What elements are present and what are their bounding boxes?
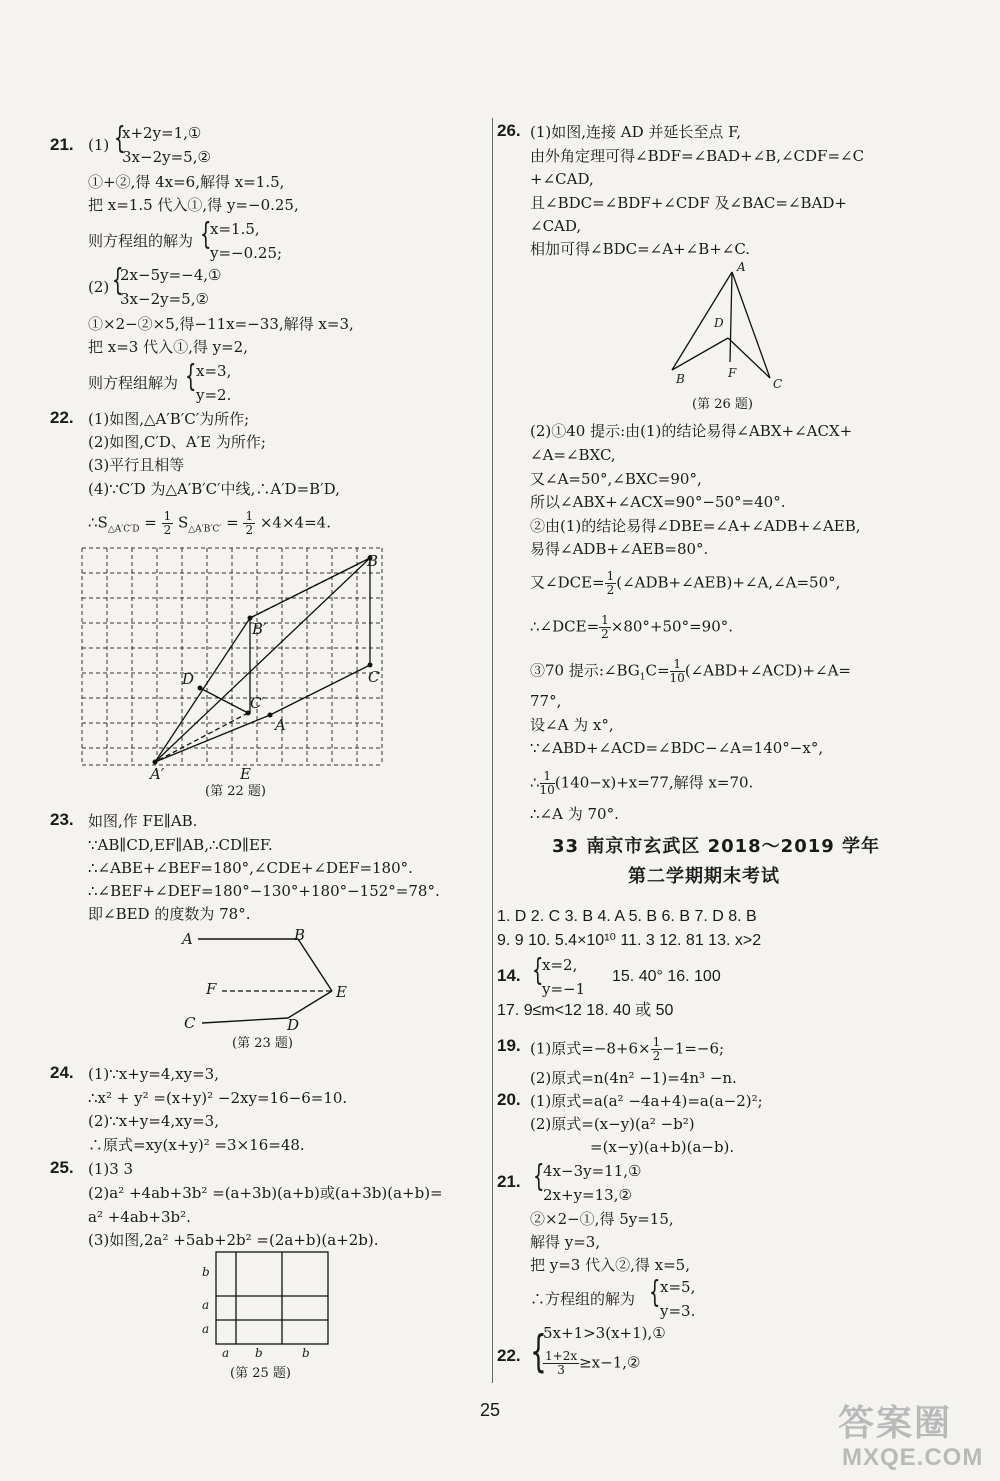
figure-25-rectangle	[200, 1250, 340, 1350]
solution-line: (2)∵x+y=4,xy=3,	[88, 1112, 219, 1130]
solution-line: 把 x=1.5 代入①,得 y=−0.25,	[88, 196, 299, 214]
question-number: 24.	[50, 1063, 74, 1082]
fraction: $\frac{1}{2}$	[652, 1035, 661, 1063]
dimension-label: a	[222, 1346, 230, 1360]
equation: x=5,	[660, 1278, 696, 1296]
dimension-label: a	[202, 1322, 210, 1336]
part-label: (1)	[88, 136, 110, 154]
solution-line: ①×2−②×5,得−11x=−33,解得 x=3,	[88, 315, 354, 333]
dimension-label: b	[202, 1265, 210, 1279]
solution-line: ∴∠BEF+∠DEF=180°−130°+180°−152°=78°.	[88, 882, 440, 900]
equation: 4x−3y=11,①	[543, 1162, 642, 1180]
equation: x+2y=1,①	[122, 124, 202, 142]
fraction: $\frac{1}{10}$	[669, 657, 685, 685]
dimension-label: b	[255, 1346, 263, 1360]
figure-caption: (第 22 题)	[205, 784, 266, 799]
question-number: 19.	[497, 1036, 521, 1055]
solution-line: (1)∵x+y=4,xy=3,	[88, 1065, 219, 1083]
solution-line: (2)a² +4ab+3b² =(a+3b)(a+b)或(a+3b)(a+b)=	[88, 1184, 443, 1202]
equation: y=−1	[542, 980, 586, 998]
equation: x=1.5,	[210, 220, 260, 238]
solution-line: (3)如图,2a² +5ab+2b² =(2a+b)(a+2b).	[88, 1231, 379, 1249]
dimension-label: b	[302, 1346, 310, 1360]
point-label: D	[714, 316, 724, 330]
solution-line: 解得 y=3,	[530, 1233, 601, 1251]
solution-line: (1)原式=−8+6× $\frac{1}{2}$ −1=−6;	[530, 1035, 725, 1063]
question-number: 22.	[497, 1346, 521, 1365]
point-label: B′	[252, 620, 267, 638]
solution-line: ∠CAD,	[530, 217, 582, 235]
system-brace: {	[114, 121, 126, 156]
question-number: 25.	[50, 1158, 74, 1177]
solution-line: +∠CAD,	[530, 170, 594, 188]
question-number: 26.	[497, 121, 521, 140]
figure-caption: (第 23 题)	[232, 1036, 293, 1051]
column-divider	[492, 118, 493, 1383]
solution-line: 又∠A=50°,∠BXC=90°,	[530, 470, 702, 488]
solution-line: (4)∵C′D 为△A′B′C′中线,∴A′D=B′D,	[88, 480, 340, 498]
system-brace: {	[532, 953, 544, 988]
question-number: 22.	[50, 408, 74, 427]
solution-line: 即∠BED 的度数为 78°.	[88, 905, 251, 923]
solution-line: 把 x=3 代入①,得 y=2,	[88, 338, 248, 356]
point-label: C′	[250, 694, 265, 712]
solution-line: (1)3 3	[88, 1160, 134, 1178]
solution-line: (2)原式=(x−y)(a² −b²)	[530, 1115, 695, 1133]
solution-line: 所以∠ABX+∠ACX=90°−50°=40°.	[530, 493, 786, 511]
solution-line: (2)①40 提示:由(1)的结论易得∠ABX+∠ACX+	[530, 422, 853, 440]
solution-line: 又∠DCE= $\frac{1}{2}$ (∠ADB+∠AEB)+∠A,∠A=50°,	[530, 569, 841, 597]
area-formula: $\therefore S_{\triangle A'C'D}$ = $\frac{1}{2}$ $S_{\triangle A'B'C'}$ = $\frac{1}{2}$ ×4×4=4.	[88, 509, 331, 537]
system-brace: {	[200, 217, 212, 252]
equation: y=2.	[196, 386, 232, 404]
point-label: C	[184, 1014, 196, 1032]
system-brace: {	[112, 263, 124, 298]
dimension-label: a	[202, 1298, 210, 1312]
solution-line: 则方程组的解为	[88, 232, 194, 250]
equation: 2x−5y=−4,①	[120, 266, 222, 284]
solution-line: 设∠A 为 x°,	[530, 716, 614, 734]
solution-line: ①+②,得 4x=6,解得 x=1.5,	[88, 173, 285, 191]
solution-line: 如图,作 FE∥AB.	[88, 812, 198, 830]
equation: 5x+1>3(x+1),①	[543, 1324, 666, 1342]
solution-line: (2)如图,C′D、A′E 为所作;	[88, 433, 266, 451]
solution-line: ∴∠A 为 70°.	[530, 805, 619, 823]
solution-line: a² +4ab+3b².	[88, 1208, 191, 1226]
question-number: 23.	[50, 810, 74, 829]
question-number: 21.	[50, 135, 74, 154]
section-heading: 第二学期期末考试	[628, 866, 780, 887]
equation: x=3,	[196, 362, 232, 380]
solution-line: 则方程组解为	[88, 374, 179, 392]
solution-line: (3)平行且相等	[88, 456, 185, 474]
solution-line: (1)如图,连接 AD 并延长至点 F,	[530, 123, 742, 141]
question-number: 21.	[497, 1172, 521, 1191]
solution-line: 把 y=3 代入②,得 x=5,	[530, 1256, 690, 1274]
point-label: A	[182, 930, 193, 948]
question-number: 14.	[497, 966, 521, 985]
solution-line: (1)原式=a(a² −4a+4)=a(a−2)²;	[530, 1092, 763, 1110]
solution-line: ∵∠ABD+∠ACD=∠BDC−∠A=140°−x°,	[530, 739, 824, 757]
fraction: $\frac{1}{2}$	[163, 509, 172, 537]
point-label: E	[240, 765, 251, 783]
answer-row: 17. 9≤m<12 18. 40 或 50	[497, 1002, 674, 1019]
figure-caption: (第 25 题)	[230, 1366, 291, 1381]
fraction: $\frac{1}{2}$	[601, 613, 609, 641]
grid-figure-22	[70, 540, 410, 800]
watermark-url-text: MXQE.COM	[842, 1444, 984, 1471]
fraction: $\frac{1}{2}$	[245, 509, 254, 537]
equation: y=−0.25;	[210, 244, 283, 262]
section-heading: 33 南京市玄武区 2018～2019 学年	[552, 836, 881, 857]
solution-line: ③70 提示$:\angle BG_1C=$ $\frac{1}{10}$ (∠ABD+∠ACD)+∠A=	[530, 657, 851, 685]
solution-line: ∵AB∥CD,EF∥AB,∴CD∥EF.	[88, 836, 273, 854]
equation: 3x−2y=5,②	[122, 148, 211, 166]
solution-line: ②×2−①,得 5y=15,	[530, 1210, 674, 1228]
solution-line: 且∠BDC=∠BDF+∠CDF 及∠BAC=∠BAD+	[530, 194, 847, 212]
solution-line: ∴ $\frac{1}{10}$ (140−x)+x=77,解得 x=70.	[530, 769, 754, 797]
point-label: D	[182, 670, 195, 688]
solution-line: =(x−y)(a+b)(a−b).	[590, 1138, 735, 1156]
solution-line: 易得∠ADB+∠AEB=80°.	[530, 540, 709, 558]
system-brace: {	[649, 1275, 661, 1310]
point-label: F	[206, 980, 217, 998]
solution-line: ∴∠ABE+∠BEF=180°,∠CDE+∠DEF=180°.	[88, 859, 413, 877]
point-label: B	[294, 926, 306, 944]
equation: 3x−2y=5,②	[120, 290, 209, 308]
part-label: (2)	[88, 278, 110, 296]
watermark-logo-text: 答案圈	[838, 1402, 953, 1443]
equation: y=3.	[660, 1302, 696, 1320]
point-label: C	[368, 668, 380, 686]
solution-line: 相加可得∠BDC=∠A+∠B+∠C.	[530, 240, 751, 258]
answer-row: 1. D 2. C 3. B 4. A 5. B 6. B 7. D 8. B	[497, 908, 757, 925]
solution-line: (1)如图,△A′B′C′为所作;	[88, 410, 250, 428]
solution-line: ∠A=∠BXC,	[530, 446, 616, 464]
equation: $\frac{1+2x}{3}$ ≥x−1,②	[545, 1349, 641, 1377]
point-label: A	[275, 716, 286, 734]
solution-line: ∴x² + y² =(x+y)² −2xy=16−6=10.	[88, 1089, 348, 1107]
solution-line: (2)原式=n(4n² −1)=4n³ −n.	[530, 1069, 737, 1087]
point-label: B	[367, 552, 379, 570]
point-label: A′	[150, 765, 165, 783]
page-number: 25	[480, 1400, 501, 1420]
equation: 2x+y=13,②	[543, 1186, 632, 1204]
point-label: F	[728, 366, 737, 380]
solution-line: 由外角定理可得∠BDF=∠BAD+∠B,∠CDF=∠C	[530, 147, 865, 165]
equation: x=2,	[542, 956, 578, 974]
system-brace: {	[185, 359, 197, 394]
solution-line: ∴∠DCE= $\frac{1}{2}$ ×80°+50°=90°.	[530, 613, 734, 641]
solution-line: ②由(1)的结论易得∠DBE=∠A+∠ADB+∠AEB,	[530, 517, 861, 535]
solution-line: ∴方程组的解为	[530, 1290, 636, 1308]
solution-line: ∴原式=xy(x+y)² =3×16=48.	[88, 1136, 305, 1154]
point-label: E	[336, 983, 347, 1001]
figure-caption: (第 26 题)	[692, 397, 753, 412]
answer-row: 9. 9 10. 5.4×10¹⁰ 11. 3 12. 81 13. x>2	[497, 932, 762, 949]
point-label: B	[676, 372, 685, 386]
solution-line: 77°,	[530, 692, 562, 710]
point-label: A	[737, 260, 746, 274]
answer-row: 15. 40° 16. 100	[612, 968, 721, 985]
point-label: C	[773, 377, 783, 391]
fraction: $\frac{1}{10}$	[539, 769, 555, 797]
system-brace: {	[533, 1159, 545, 1194]
fraction: $\frac{1+2x}{3}$	[545, 1349, 578, 1377]
question-number: 20.	[497, 1090, 521, 1109]
point-label: D	[287, 1016, 300, 1034]
fraction: $\frac{1}{2}$	[606, 569, 615, 597]
system-brace: {	[530, 1326, 547, 1377]
